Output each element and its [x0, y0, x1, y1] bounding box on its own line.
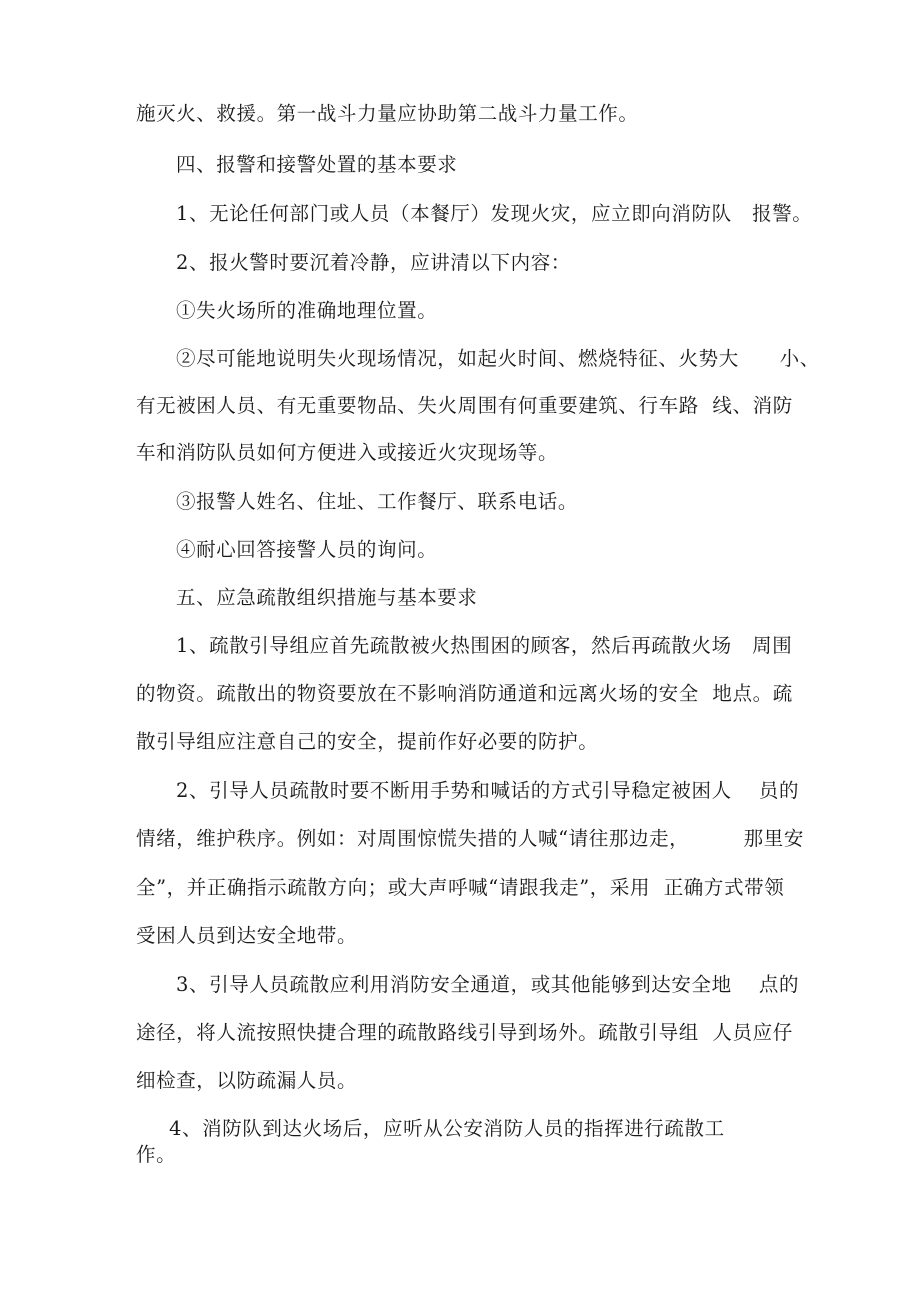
text-line-14: 散引导组应注意自己的安全，提前作好必要的防护。 [136, 730, 599, 753]
text-line-9: ③报警人姓名、住址、工作餐厅、联系电话。 [176, 490, 579, 513]
text-line-15: 2、引导人员疏散时要不断用手势和喊话的方式引导稳定被困人 员的 [176, 779, 800, 802]
text-line-10: ④耐心回答接警人员的询问。 [176, 538, 438, 561]
section-heading-4: 四、报警和接警处置的基本要求 [176, 153, 458, 176]
text-line-4: 2、报火警时要沉着冷静，应讲清以下内容： [176, 251, 571, 274]
text-line-18: 受困人员到达安全地带。 [136, 924, 358, 947]
text-line-16: 情绪，维护秩序。例如：对周围惊慌失措的人喊“请往那边走， 那里安 [136, 827, 804, 850]
text-line-22: 4、消防队到达火场后，应听从公安消防人员的指挥进行疏散工 [169, 1117, 725, 1140]
text-line-19: 3、引导人员疏散应利用消防安全通道，或其他能够到达安全地 点的 [176, 973, 800, 996]
text-line-6: ②尽可能地说明失火现场情况，如起火时间、燃烧特征、火势大 小、 [176, 347, 820, 370]
text-line-3: 1、无论任何部门或人员（本餐厅）发现火灾，应立即向消防队 报警。 [176, 202, 813, 225]
section-heading-5: 五、应急疏散组织措施与基本要求 [176, 586, 478, 609]
text-line-13: 的物资。疏散出的物资要放在不影响消防通道和远离火场的安全 地点。疏 [136, 682, 793, 705]
text-line-8: 车和消防队员如何方便进入或接近火灾现场等。 [136, 441, 559, 464]
text-line-1: 施灭火、救援。第一战斗力量应协助第二战斗力量工作。 [136, 102, 639, 125]
text-line-12: 1、疏散引导组应首先疏散被火热围困的顾客，然后再疏散火场 周围 [176, 634, 793, 657]
text-line-23: 作。 [136, 1143, 177, 1166]
text-line-5: ①失火场所的准确地理位置。 [176, 299, 438, 322]
text-line-7: 有无被困人员、有无重要物品、失火周围有何重要建筑、行车路 线、消防 [136, 394, 793, 417]
text-line-17: 全”，并正确指示疏散方向；或大声呼喊“请跟我走”，采用 正确方式带领 [136, 876, 785, 899]
text-line-21: 细检查，以防疏漏人员。 [136, 1069, 358, 1092]
text-line-20: 途径，将人流按照快捷合理的疏散路线引导到场外。疏散引导组 人员应仔 [136, 1021, 793, 1044]
